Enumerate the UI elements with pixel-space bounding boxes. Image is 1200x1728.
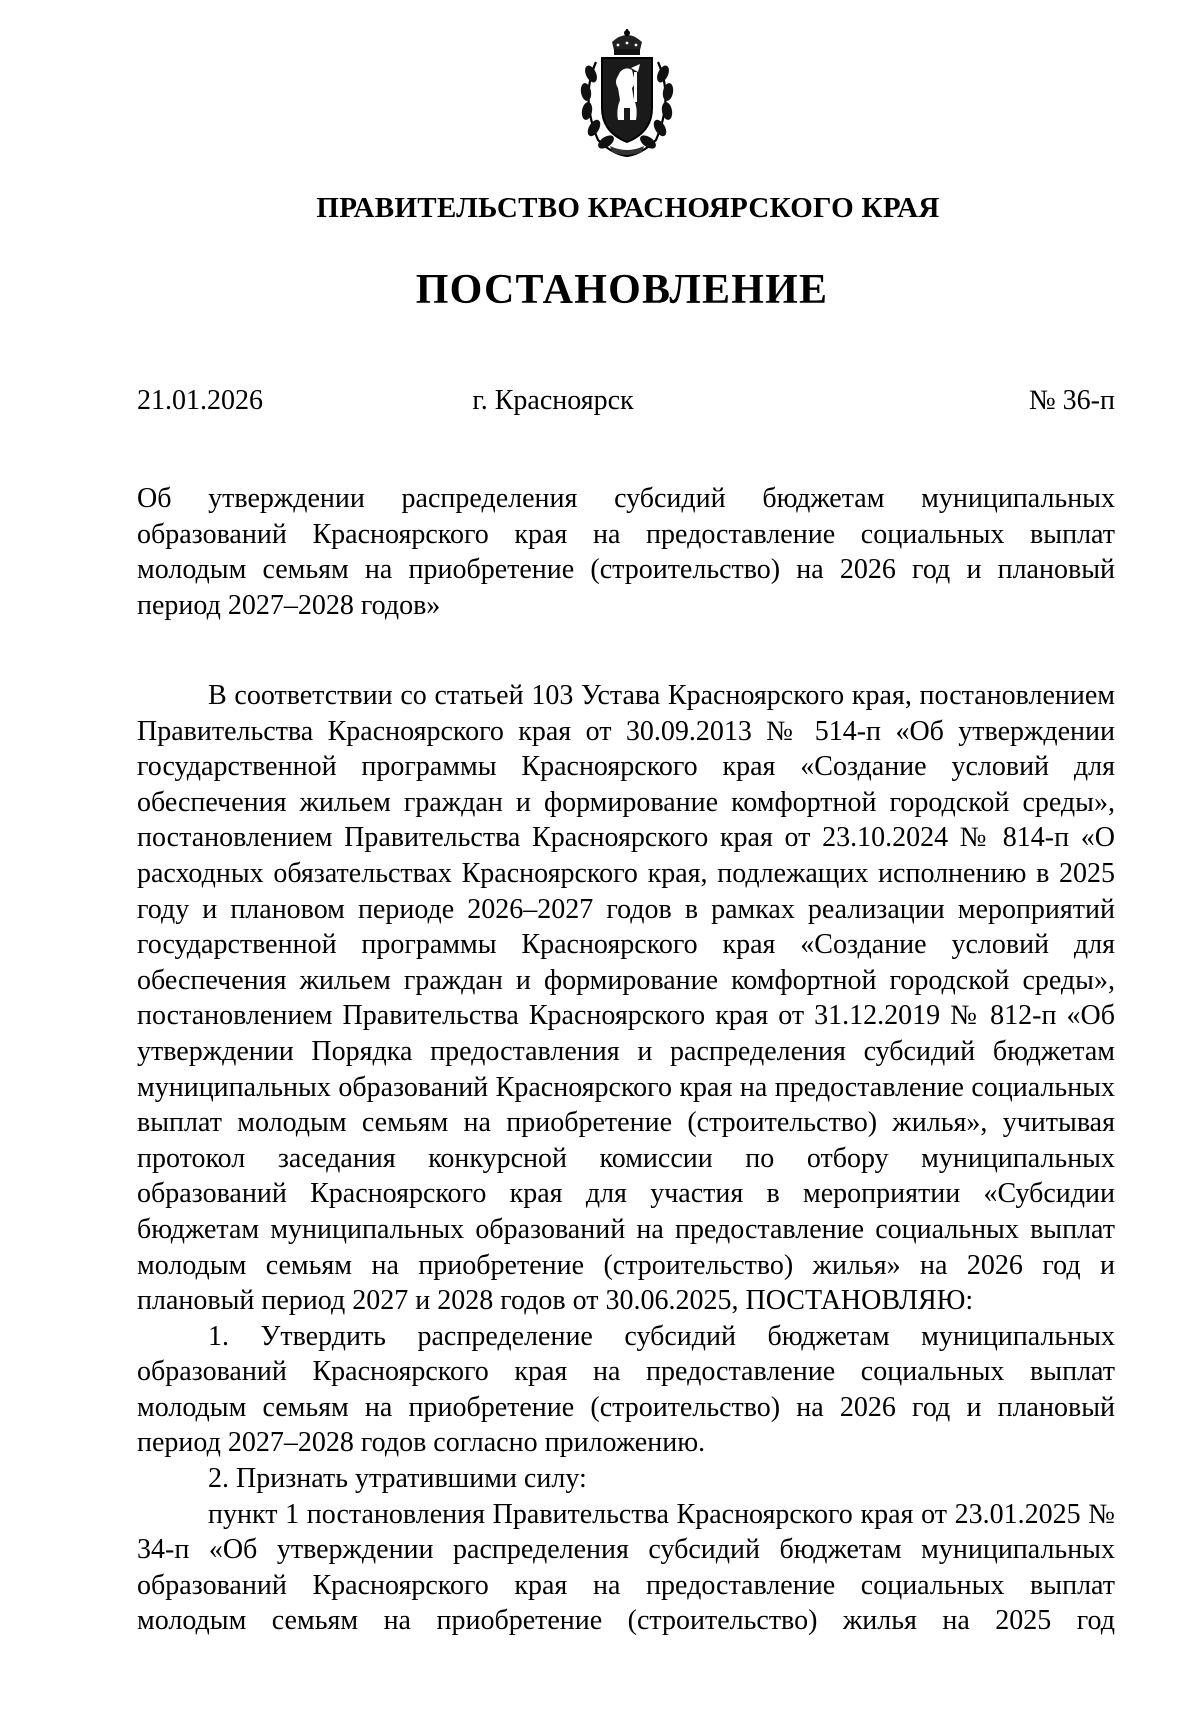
coat-of-arms-icon [574,28,680,160]
document-subject [137,481,1115,623]
item-1-paragraph: 1. Утвердить распределение субсидий бюджетам муниципальных образований Красноярского края на предоставление социальных выплат молодым семьям на приобретение (строительство) на 2026 год и плановый период 2027–2028 годов согласно приложению. [137,1320,1115,1459]
government-title: ПРАВИТЕЛЬСТВО КРАСНОЯРСКОГО КРАЯ [316,192,940,224]
document-body [137,678,1115,1639]
preamble-paragraph: В соответствии со статьей 103 Устава Красноярского края, постановлением Правительства Красноярского края от 30.09.2013 № 514-п «Об утверждении государственной программы Красноярского края «Создание условий для обеспечения жильем граждан и формирование комфортной городской среды», постановлением Правительства Красноярского края от 23.10.2024 № 814-п «О расходных обязательствах Красноярского края, подлежащих исполнению в 2025 году и плановом периоде 2026–2027 годов в рамках реализации мероприятий государственной программы Красноярского края «Создание условий для обеспечения жильем граждан и формирование комфортной городской среды», постановлением Правительства Красноярского края от 31.12.2019 № 812-п «Об утверждении Порядка предоставления и распределения субсидий бюджетам муниципальных образований Красноярского края на предоставление социальных выплат молодым семьям на приобретение (строительство) жилья», учитывая протокол заседания конкурсной комиссии по отбору муниципальных образований Красноярского края для участия в мероприятии «Субсидии бюджетам муниципальных образований на предоставление социальных выплат молодым семьям на приобретение (строительство) жилья» на 2026 год и плановый период 2027 и 2028 годов от 30.06.2025, ПОСТАНОВЛЯЮ: [137,680,1115,1317]
document-date: 21.01.2026 [137,385,263,416]
document-meta-row [137,385,1115,421]
item-2-text: пункт 1 постановления Правительства Красноярского края от 23.01.2025 № 34-п «Об утверждении распределения субсидий бюджетам муниципальных образований Красноярского края на предоставление социальных выплат молодым семьям на приобретение (строительство) жилья на 2025 год [137,1498,1115,1637]
document-type-title: ПОСТАНОВЛЕНИЕ [415,267,829,313]
document-number: № 36-п [1028,385,1115,416]
subject-text: Об утверждении распределения субсидий бюджетам муниципальных образований Красноярского края на предоставление социальных выплат молодым семьям на приобретение (строительство) на 2026 год и плановый период 2027–2028 годов» [137,483,1115,621]
item-2-heading: 2. Признать утратившими силу: [208,1463,587,1495]
document-city: г. Красноярск [472,385,634,416]
